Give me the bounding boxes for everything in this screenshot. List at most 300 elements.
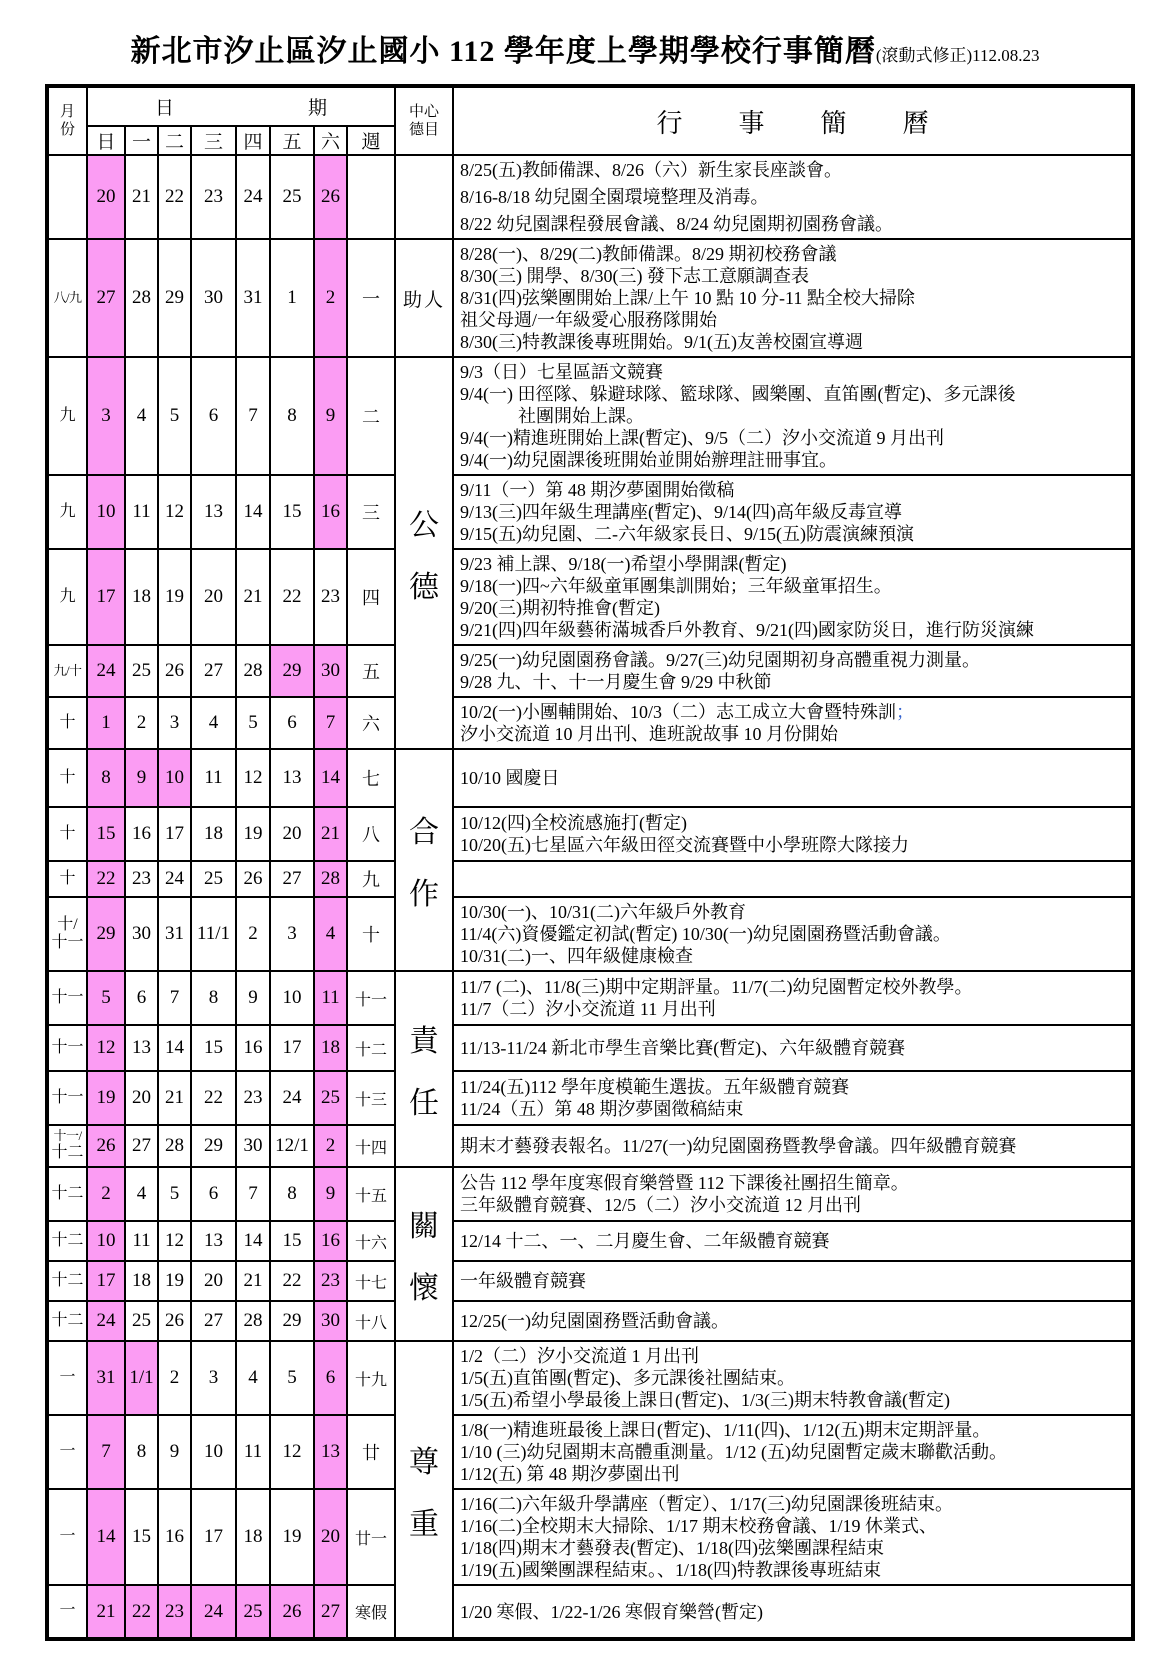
date-cell: 5	[158, 1167, 191, 1221]
date-cell: 10	[87, 475, 125, 549]
date-cell: 25	[236, 1585, 270, 1639]
header-day-mon: 一	[125, 126, 158, 155]
date-cell: 30	[125, 897, 158, 971]
calendar-row	[47, 697, 1133, 749]
events-cell	[453, 897, 1133, 971]
month-cell	[47, 697, 87, 749]
date-cell: 22	[158, 155, 191, 239]
date-cell: 25	[125, 1301, 158, 1341]
month-cell	[47, 1261, 87, 1301]
date-cell: 28	[236, 1301, 270, 1341]
date-cell: 19	[87, 1071, 125, 1125]
date-cell: 24	[87, 1301, 125, 1341]
event-line	[460, 383, 1128, 405]
event-tail: ；	[896, 702, 915, 722]
event-text: 9/20(三)期初特推會(暫定)	[460, 598, 661, 618]
week-cell: 二	[347, 357, 395, 475]
events-cell	[453, 1489, 1133, 1585]
date-cell: 10	[87, 1221, 125, 1261]
calendar-row	[47, 155, 1133, 239]
date-cell: 4	[314, 897, 347, 971]
virtue-char: 重	[409, 1507, 440, 1541]
date-cell: 9	[158, 1415, 191, 1489]
event-line	[460, 243, 1128, 265]
date-cell: 27	[191, 645, 236, 697]
calendar-row	[47, 1415, 1133, 1489]
week-cell: 十五	[347, 1167, 395, 1221]
date-cell: 28	[125, 239, 158, 357]
month-line: 一	[59, 1442, 76, 1460]
virtue-char: 關	[409, 1210, 440, 1243]
month-line: 九	[59, 502, 76, 520]
date-cell: 29	[270, 1301, 314, 1341]
date-cell: 3	[87, 357, 125, 475]
header-events	[453, 86, 1133, 155]
date-cell: 24	[191, 1585, 236, 1639]
month-cell	[47, 749, 87, 807]
event-text: 期末才藝發表報名。11/27(一)幼兒園園務暨教學會議。四年級體育競賽	[460, 1136, 1017, 1156]
event-text: 11/24（五）第 48 期汐夢園徵稿結束	[460, 1099, 744, 1119]
week-cell: 八	[347, 807, 395, 861]
event-line	[460, 1310, 1128, 1332]
month-line: 十一	[51, 934, 84, 951]
date-cell: 19	[158, 549, 191, 645]
date-cell: 21	[158, 1071, 191, 1125]
calendar-row	[47, 1261, 1133, 1301]
event-line	[460, 976, 1128, 998]
event-text: 9/13(三)四年級生理講座(暫定)、9/14(四)高年級反毒宣導	[460, 502, 902, 522]
event-text: 公告 112 學年度寒假育樂營暨 112 下課後社團招生簡章。	[460, 1173, 909, 1193]
event-line	[460, 186, 1128, 208]
virtue-cell	[395, 1341, 453, 1639]
calendar-row	[47, 1167, 1133, 1221]
virtue-stack	[396, 807, 452, 913]
calendar-row	[47, 357, 1133, 475]
date-cell: 14	[236, 475, 270, 549]
date-cell: 11	[236, 1415, 270, 1489]
date-cell: 12	[236, 749, 270, 807]
month-cell	[47, 1071, 87, 1125]
date-cell: 20	[191, 549, 236, 645]
virtue-char: 責	[409, 1025, 440, 1058]
date-cell: 10	[191, 1415, 236, 1489]
date-cell: 7	[87, 1415, 125, 1489]
date-cell: 27	[87, 239, 125, 357]
month-cell	[47, 807, 87, 861]
event-line	[460, 1441, 1128, 1463]
event-text: 1/8(一)精進班最後上課日(暫定)、1/11(四)、1/12(五)期末定期評量。	[460, 1420, 991, 1440]
month-line: 十一	[51, 1038, 84, 1056]
week-cell: 十三	[347, 1071, 395, 1125]
date-cell: 29	[87, 897, 125, 971]
event-text: 1/16(二)全校期末大掃除、1/17 期末校務會議、1/19 休業式、	[460, 1516, 938, 1536]
event-line	[460, 1270, 1128, 1292]
date-cell: 13	[125, 1025, 158, 1071]
event-text: 三年級體育競賽、12/5（二）汐小交流道 12 月出刊	[460, 1195, 862, 1215]
date-cell: 17	[158, 807, 191, 861]
date-cell: 17	[87, 1261, 125, 1301]
event-line	[460, 1537, 1128, 1559]
date-cell: 3	[158, 697, 191, 749]
events-cell	[453, 861, 1133, 897]
event-line	[460, 1367, 1128, 1389]
event-line	[460, 1463, 1128, 1485]
date-cell: 8	[270, 357, 314, 475]
event-text: 祖父母週/一年級愛心服務隊開始	[460, 310, 718, 330]
month-cell	[47, 239, 87, 357]
virtue-cell	[395, 749, 453, 971]
events-cell	[453, 239, 1133, 357]
event-line	[460, 834, 1128, 856]
date-cell: 1/1	[125, 1341, 158, 1415]
calendar-row	[47, 897, 1133, 971]
event-text: 11/4(六)資優鑑定初試(暫定) 10/30(一)幼兒園園務暨活動會議。	[460, 924, 951, 944]
date-cell: 2	[158, 1341, 191, 1415]
event-text: 12/25(一)幼兒園園務暨活動會議。	[460, 1311, 730, 1331]
header-month-line: 份	[59, 122, 75, 138]
virtue-stack	[396, 1016, 452, 1122]
event-line	[460, 159, 1128, 181]
date-cell: 17	[270, 1025, 314, 1071]
month-cell	[47, 475, 87, 549]
week-cell: 十九	[347, 1341, 395, 1415]
date-cell: 21	[236, 549, 270, 645]
events-cell	[453, 807, 1133, 861]
month-cell	[47, 357, 87, 475]
date-cell: 24	[87, 645, 125, 697]
date-cell: 23	[314, 549, 347, 645]
date-cell: 20	[125, 1071, 158, 1125]
date-cell: 31	[87, 1341, 125, 1415]
calendar-table	[45, 84, 1135, 1641]
week-cell: 五	[347, 645, 395, 697]
events-cell	[453, 475, 1133, 549]
date-cell: 14	[158, 1025, 191, 1071]
event-line	[460, 1493, 1128, 1515]
header-date-char: 期	[308, 98, 328, 119]
date-cell: 13	[191, 1221, 236, 1261]
month-line: 十一	[51, 1088, 84, 1106]
date-cell: 25	[191, 861, 236, 897]
date-cell: 19	[270, 1489, 314, 1585]
date-cell: 2	[87, 1167, 125, 1221]
date-cell: 20	[191, 1261, 236, 1301]
header-day-sun: 日	[87, 126, 125, 155]
month-line: 十一/	[53, 1128, 82, 1144]
date-cell: 15	[125, 1489, 158, 1585]
event-text: 9/18(一)四~六年級童軍團集訓開始；三年級童軍招生。	[460, 576, 892, 596]
events-cell	[453, 155, 1133, 239]
event-line	[460, 998, 1128, 1020]
date-cell: 21	[236, 1261, 270, 1301]
event-text: 1/16(二)六年級升學講座（暫定）、1/17(三)幼兒園課後班結束。	[460, 1494, 954, 1514]
event-line	[460, 523, 1128, 545]
month-line: 八/九	[53, 289, 82, 305]
date-cell: 11	[125, 1221, 158, 1261]
event-text: 9/4(一)幼兒園課後班開始並開始辦理註冊事宜。	[460, 450, 838, 470]
date-cell: 9	[236, 971, 270, 1025]
header-date-char: 日	[155, 98, 175, 119]
events-cell	[453, 1585, 1133, 1639]
event-line	[460, 501, 1128, 523]
month-cell	[47, 1125, 87, 1167]
event-text: 9/25(一)幼兒園園務會議。9/27(三)幼兒園期初身高體重視力測量。	[460, 650, 981, 670]
header-events-char: 曆	[902, 108, 929, 138]
virtue-stack	[396, 1437, 452, 1543]
month-line: 十二	[51, 1311, 84, 1329]
week-cell: 九	[347, 861, 395, 897]
date-cell: 16	[314, 1221, 347, 1261]
month-cell	[47, 861, 87, 897]
date-cell: 23	[314, 1261, 347, 1301]
events-cell	[453, 1221, 1133, 1261]
event-text: 10/31(二)一、四年級健康檢查	[460, 946, 694, 966]
event-line	[460, 213, 1128, 235]
event-line	[460, 287, 1128, 309]
date-cell: 24	[236, 155, 270, 239]
header-virtue-line: 中心	[409, 104, 440, 120]
calendar-row	[47, 861, 1133, 897]
event-text: 10/12(四)全校流感施打(暫定)	[460, 813, 688, 833]
date-cell: 1	[87, 697, 125, 749]
date-cell: 25	[314, 1071, 347, 1125]
month-line: 一	[59, 1602, 76, 1620]
month-line: 十	[59, 869, 76, 887]
date-cell: 14	[314, 749, 347, 807]
date-cell: 8	[270, 1167, 314, 1221]
date-cell: 30	[314, 1301, 347, 1341]
header-day-sat: 六	[314, 126, 347, 155]
event-text: 10/10 國慶日	[460, 768, 560, 788]
month-line: 十/	[57, 915, 78, 933]
events-cell	[453, 1261, 1133, 1301]
date-cell: 21	[87, 1585, 125, 1639]
date-cell: 7	[236, 357, 270, 475]
date-cell: 2	[125, 697, 158, 749]
calendar-row	[47, 807, 1133, 861]
week-cell: 十七	[347, 1261, 395, 1301]
events-cell	[453, 357, 1133, 475]
date-cell: 23	[158, 1585, 191, 1639]
month-cell	[47, 1221, 87, 1261]
date-cell: 16	[314, 475, 347, 549]
virtue-char: 德	[409, 571, 440, 604]
date-cell: 4	[191, 697, 236, 749]
week-cell: 廿	[347, 1415, 395, 1489]
date-cell: 7	[314, 697, 347, 749]
calendar-row	[47, 239, 1133, 357]
date-cell: 26	[236, 861, 270, 897]
month-line: 十	[59, 768, 76, 786]
date-cell: 15	[270, 475, 314, 549]
month-cell	[47, 1585, 87, 1639]
date-cell: 6	[191, 357, 236, 475]
date-cell: 26	[270, 1585, 314, 1639]
event-line	[460, 427, 1128, 449]
date-cell: 28	[158, 1125, 191, 1167]
event-text: 1/18(四)期末才藝發表(暫定)、1/18(四)弦樂團課程結束	[460, 1538, 884, 1558]
date-cell: 9	[125, 749, 158, 807]
event-line	[460, 767, 1128, 789]
event-text: 11/7（二）汐小交流道 11 月出刊	[460, 999, 716, 1019]
date-cell: 14	[87, 1489, 125, 1585]
date-cell: 21	[314, 807, 347, 861]
header-week-label: 週	[347, 126, 395, 155]
event-line	[460, 331, 1128, 353]
week-cell: 十八	[347, 1301, 395, 1341]
date-cell: 26	[158, 1301, 191, 1341]
event-text: 8/30(三) 開學、8/30(三) 發下志工意願調查表	[460, 266, 810, 286]
date-cell: 22	[125, 1585, 158, 1639]
event-text: 1/2（二）汐小交流道 1 月出刊	[460, 1346, 700, 1366]
month-line: 九	[59, 406, 76, 424]
event-text: 社團開始上課。	[518, 406, 645, 426]
date-cell: 31	[236, 239, 270, 357]
header-month-line: 月	[59, 104, 75, 120]
week-cell: 六	[347, 697, 395, 749]
date-cell: 12	[270, 1415, 314, 1489]
date-cell: 11	[125, 475, 158, 549]
event-text: 12/14 十二、一、二月慶生會、二年級體育競賽	[460, 1231, 830, 1251]
date-cell: 4	[236, 1341, 270, 1415]
week-cell: 寒假	[347, 1585, 395, 1639]
event-text: 1/20 寒假、1/22-1/26 寒假育樂營(暫定)	[460, 1601, 764, 1622]
event-text: 9/28 九、十、十一月慶生會 9/29 中秋節	[460, 672, 772, 692]
event-line	[460, 1076, 1128, 1098]
events-cell	[453, 971, 1133, 1025]
events-cell	[453, 1341, 1133, 1415]
date-cell: 6	[125, 971, 158, 1025]
date-cell: 16	[158, 1489, 191, 1585]
date-cell: 21	[125, 155, 158, 239]
events-cell	[453, 1415, 1133, 1489]
event-line	[460, 1419, 1128, 1441]
date-cell: 24	[270, 1071, 314, 1125]
date-cell: 18	[191, 807, 236, 861]
event-text: 8/28(一)、8/29(二)教師備課。8/29 期初校務會議	[460, 244, 837, 264]
header-day-fri: 五	[270, 126, 314, 155]
week-cell: 一	[347, 239, 395, 357]
date-cell: 25	[125, 645, 158, 697]
month-cell	[47, 1025, 87, 1071]
virtue-cell	[395, 971, 453, 1167]
event-text: 9/4(一)精進班開始上課(暫定)、9/5（二）汐小交流道 9 月出刊	[460, 428, 945, 448]
event-text: 9/21(四)四年級藝術滿城香戶外教育、9/21(四)國家防災日，進行防災演練	[460, 620, 1035, 640]
date-cell: 11	[191, 749, 236, 807]
event-line	[460, 1230, 1128, 1252]
calendar-row	[47, 749, 1133, 807]
event-line	[460, 701, 1128, 723]
month-line: 九	[59, 587, 76, 605]
event-text: 汐小交流道 10 月出刊、進班說故事 10 月份開始	[460, 724, 839, 744]
calendar-row	[47, 475, 1133, 549]
page-title	[0, 0, 1170, 70]
virtue-char: 合	[409, 816, 440, 849]
virtue-char: 尊	[409, 1445, 440, 1479]
event-text: 9/11（一）第 48 期汐夢園開始徵稿	[460, 480, 735, 500]
events-cell	[453, 549, 1133, 645]
event-text: 11/7 (二)、11/8(三)期中定期評量。11/7(二)幼兒園暫定校外教學。	[460, 977, 973, 997]
calendar-row	[47, 1301, 1133, 1341]
calendar-row	[47, 1025, 1133, 1071]
title-main: 新北市汐止區汐止國小 112 學年度上學期學校行事簡曆	[130, 35, 876, 68]
date-cell: 23	[236, 1071, 270, 1125]
event-text: 1/19(五)國樂團課程結束。、1/18(四)特教課後專班結束	[460, 1560, 882, 1580]
month-line: 十二	[51, 1144, 84, 1162]
event-line	[460, 265, 1128, 287]
date-cell: 5	[158, 357, 191, 475]
date-cell: 22	[270, 549, 314, 645]
month-cell	[47, 1167, 87, 1221]
event-text: 10/20(五)七星區六年級田徑交流賽暨中小學班際大隊接力	[460, 835, 910, 855]
event-text: 1/5(五)直笛團(暫定)、多元課後社團結束。	[460, 1368, 796, 1388]
date-cell: 11	[314, 971, 347, 1025]
calendar-row	[47, 1341, 1133, 1415]
date-cell: 8	[191, 971, 236, 1025]
event-line	[460, 649, 1128, 671]
date-cell: 5	[236, 697, 270, 749]
event-line	[460, 1559, 1128, 1581]
month-line: 十二	[51, 1231, 84, 1249]
date-cell: 23	[191, 155, 236, 239]
event-line	[460, 945, 1128, 967]
date-cell: 12/1	[270, 1125, 314, 1167]
calendar-row	[47, 1221, 1133, 1261]
header-date-group	[87, 86, 395, 126]
header-events-char: 行	[656, 108, 683, 138]
calendar-row	[47, 1489, 1133, 1585]
event-line	[460, 479, 1128, 501]
date-cell: 6	[314, 1341, 347, 1415]
event-line	[460, 575, 1128, 597]
date-cell: 30	[314, 645, 347, 697]
date-cell: 11/1	[191, 897, 236, 971]
date-cell: 13	[191, 475, 236, 549]
virtue-char: 公	[409, 509, 440, 542]
date-cell: 24	[158, 861, 191, 897]
events-cell	[453, 749, 1133, 807]
date-cell: 18	[314, 1025, 347, 1071]
date-cell: 9	[314, 1167, 347, 1221]
title-note: (滾動式修正)112.08.23	[875, 46, 1040, 65]
date-cell: 14	[236, 1221, 270, 1261]
date-cell: 29	[270, 645, 314, 697]
month-line: 十	[59, 713, 76, 731]
date-cell: 3	[191, 1341, 236, 1415]
events-cell	[453, 1167, 1133, 1221]
calendar-row	[47, 549, 1133, 645]
date-cell: 15	[270, 1221, 314, 1261]
month-cell	[47, 155, 87, 239]
date-cell: 12	[158, 475, 191, 549]
month-cell	[47, 1415, 87, 1489]
date-cell: 16	[236, 1025, 270, 1071]
event-line	[460, 309, 1128, 331]
date-cell: 31	[158, 897, 191, 971]
date-cell: 1	[270, 239, 314, 357]
month-cell	[47, 1301, 87, 1341]
date-cell: 4	[125, 357, 158, 475]
events-cell	[453, 1071, 1133, 1125]
event-line	[460, 1194, 1128, 1216]
week-cell: 廿一	[347, 1489, 395, 1585]
event-line	[460, 1601, 1128, 1623]
month-cell	[47, 1341, 87, 1415]
month-cell	[47, 645, 87, 697]
header-events-char: 簡	[820, 108, 847, 138]
date-cell: 13	[314, 1415, 347, 1489]
event-line	[460, 923, 1128, 945]
